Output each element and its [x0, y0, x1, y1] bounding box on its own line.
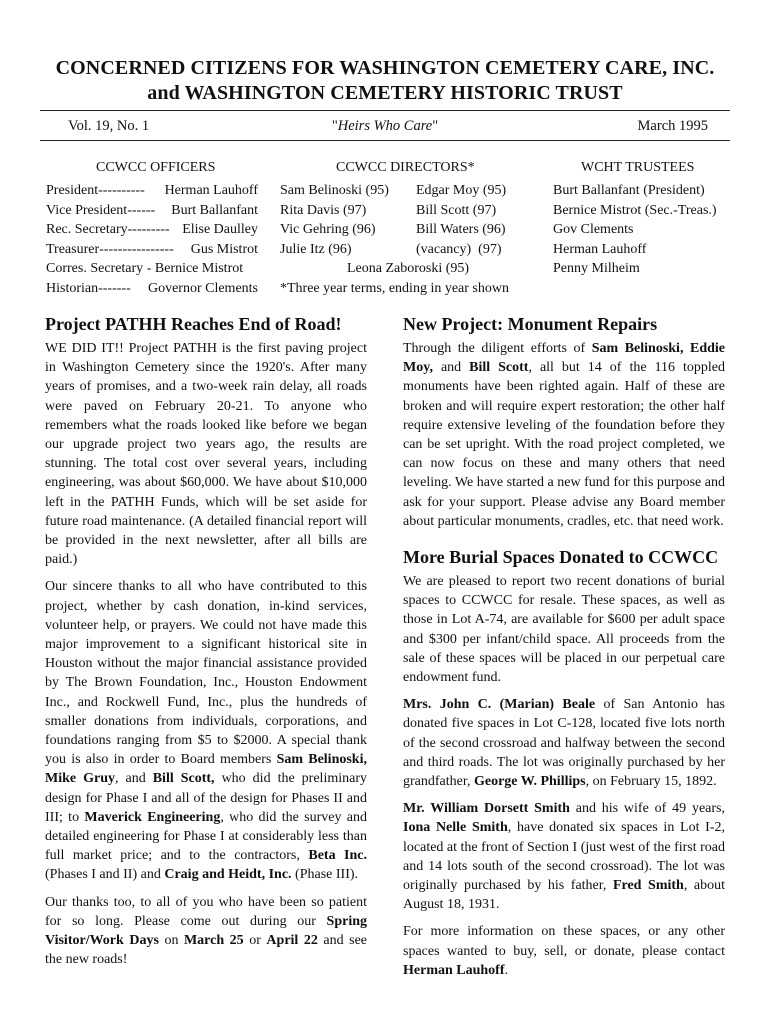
- trustee-name: Herman Lauhoff: [553, 241, 647, 257]
- director-name: Sam Belinoski (95): [280, 183, 389, 198]
- donor-name: Iona Nelle Smith: [403, 820, 508, 836]
- contact-name: Herman Lauhoff: [403, 962, 505, 978]
- event-name: Spring Visitor/Work Days: [45, 913, 367, 949]
- officer-leader: -------: [98, 280, 131, 296]
- burial-paragraph-3: [403, 799, 725, 914]
- bottom-rule: [40, 140, 730, 141]
- issue-date: March 1995: [637, 118, 708, 134]
- trustees-heading: WCHT TRUSTEES: [581, 160, 695, 175]
- officers-heading: CCWCC OFFICERS: [96, 160, 216, 175]
- pathh-article: [45, 339, 367, 970]
- board-member-name: Bill Scott,: [152, 771, 215, 787]
- text-run: (Phase III).: [291, 867, 359, 883]
- volunteer-name: Bill Scott: [469, 360, 529, 376]
- directors-right-list: [416, 181, 506, 259]
- trustee-name: Bernice Mistrot (Sec.-Treas.): [553, 202, 717, 218]
- officer-leader: ----------: [98, 183, 145, 198]
- director-name: Bill Waters (96): [416, 222, 506, 238]
- directors-heading: CCWCC DIRECTORS*: [336, 160, 475, 175]
- officer-row: [46, 240, 258, 260]
- purchaser-name: George W. Phillips: [473, 774, 586, 790]
- volunteer-names: Sam Belinoski, Eddie Moy,: [403, 341, 725, 376]
- event-date: March 25: [183, 933, 244, 949]
- pathh-paragraph-1: WE DID IT!! Project PATHH is the first paving project in Washington Cemetery since the 1920's. After many years of promises, and a two-week rain delay, all roads were paved on February 20-21. To anyone who remembers what the roads looked like before we began our upgrade project two years ago, the results are stunning. The total cost over several years, including engineering, was about $60,000. We have about $10,000 left in the PATHH Funds, which will be set aside for future road maintenance. (A detailed financial report will be provided in the next newsletter, after all bills are paid.): [45, 341, 367, 568]
- officer-role: Historian: [46, 280, 99, 296]
- text-run: , about August 18, 1931.: [403, 878, 725, 913]
- title-line-2: and WASHINGTON CEMETERY HISTORIC TRUST: [147, 82, 623, 104]
- purchaser-name: Fred Smith: [612, 878, 684, 894]
- officer-role: Vice President: [46, 202, 128, 218]
- text-run: and see the new roads!: [45, 933, 367, 968]
- motto: "Heirs Who Care": [331, 118, 439, 134]
- officer-role: Treasurer: [46, 241, 100, 257]
- officer-name: Gus Mistrot: [190, 241, 258, 257]
- contractor-name: Beta Inc.: [308, 848, 367, 864]
- trustees-list: [553, 181, 717, 279]
- donor-name: Mrs. John C. (Marian) Beale: [403, 697, 596, 713]
- monument-heading: New Project: Monument Repairs: [403, 314, 658, 334]
- officer-name: Elise Daulley: [182, 222, 258, 238]
- text-run: who did the preliminary design for Phase I and all of the design for Phases II and III; to: [45, 771, 367, 825]
- director-name: Julie Itz (96): [280, 241, 352, 257]
- text-run: Through the diligent efforts of: [403, 341, 592, 356]
- officer-row: [46, 201, 258, 221]
- pathh-heading: Project PATHH Reaches End of Road!: [45, 314, 342, 334]
- text-run: For more information on these spaces, or any other spaces wanted to buy, sell, or donate, please contact: [403, 924, 725, 959]
- officer-role: President: [46, 183, 99, 198]
- text-run: and his wife of 49 years,: [569, 801, 725, 817]
- burial-article: [403, 572, 725, 980]
- monument-article: [403, 339, 725, 531]
- volume-number: Vol. 19, No. 1: [68, 118, 150, 134]
- directors-left-list: [280, 181, 389, 259]
- officer-leader: ------: [127, 202, 156, 218]
- text-run: , and: [115, 771, 153, 787]
- event-date: April 22: [266, 933, 318, 949]
- trustee-name: Gov Clements: [553, 222, 634, 238]
- pathh-paragraph-2: [45, 577, 367, 884]
- officer-name: Burt Ballanfant: [171, 202, 258, 218]
- motto-text: Heirs Who Care: [337, 118, 433, 134]
- contractor-name: Craig and Heidt, Inc.: [164, 867, 292, 883]
- directors-footnote: *Three year terms, ending in year shown: [280, 281, 509, 296]
- burial-heading: More Burial Spaces Donated to CCWCC: [403, 547, 719, 567]
- burial-paragraph-2: [403, 695, 725, 791]
- officers-list: [46, 181, 258, 299]
- newsletter-title: [0, 56, 770, 106]
- text-run: , on February 15, 1892.: [585, 774, 717, 790]
- director-name: Leona Zaboroski (95): [347, 261, 470, 277]
- burial-paragraph-1: We are pleased to report two recent donations of burial spaces to CCWCC for resale. These spaces, as well as those in Lot A-74, are available for $600 per adult space and $300 per infant/child space. All proceeds from the sale of these spaces will be placed in our perpetual care endowment fund.: [403, 574, 725, 686]
- text-run: (Phases I and II) and: [45, 867, 165, 883]
- top-rule: [40, 110, 730, 111]
- firm-name: Maverick Engineering: [84, 809, 221, 825]
- director-name: Edgar Moy (95): [416, 183, 507, 198]
- pathh-paragraph-3: [45, 893, 367, 970]
- officer-leader: ---------: [127, 222, 170, 238]
- text-run: or: [243, 933, 267, 949]
- board-members-name: Sam Belinoski, Mike Gruy: [45, 752, 367, 787]
- text-run: and: [432, 360, 470, 376]
- officer-row: [46, 220, 258, 240]
- monument-paragraph: [403, 339, 725, 531]
- director-name: Rita Davis (97): [280, 202, 367, 218]
- officer-leader: -: [143, 261, 155, 277]
- officer-name: Governor Clements: [147, 280, 258, 296]
- officer-name: Bernice Mistrot: [154, 261, 244, 277]
- officer-leader: ----------------: [99, 241, 174, 257]
- trustee-name: Penny Milheim: [553, 261, 640, 277]
- text-run: Our thanks too, to all of you who have been so patient for so long. Please come out during our: [45, 894, 367, 929]
- officer-name: Herman Lauhoff: [164, 183, 258, 198]
- text-run: , all but 14 of the 116 toppled monuments have been righted again. Half of these are broken and will require expert restoration; the other half require extensive leveling of the foundation before they can be set upright. With the road project completed, we can now focus on these and many others that need leveling. We have started a new fund for this purpose and ask for your support. Please advise any Board member about particular monuments, cradles, etc. that need work.: [403, 360, 725, 529]
- director-name: (vacancy) (97): [416, 241, 502, 257]
- title-line-1: CONCERNED CITIZENS FOR WASHINGTON CEMETERY CARE, INC.: [55, 57, 715, 79]
- text-run: on: [158, 933, 184, 949]
- text-run: Our sincere thanks to all who have contributed to this project, whether by cash donation, in-kind services, volunteer help, or prayers. We could not have made this major improvement to a significant historical site in Houston without the major financial assistance provided by The Brown Foundation, Inc., Houston Endowment Inc., and Rockwell Fund, Inc., plus the hundreds of smaller donations from individuals, corporations, and foundations ranging from $5 to $2000. A special thank you is also in order to Board members: [45, 579, 367, 768]
- director-name: Vic Gehring (96): [280, 222, 376, 238]
- officer-row: [46, 279, 258, 299]
- trustee-name: Burt Ballanfant (President): [553, 183, 705, 198]
- director-name: Bill Scott (97): [416, 202, 497, 218]
- text-run: .: [504, 962, 508, 978]
- text-run: , who did the survey and detailed engineering for Phase I at considerably less than full market price; and to the contractors,: [45, 809, 367, 864]
- officer-role: Corres. Secretary: [46, 261, 144, 277]
- donor-name: Mr. William Dorsett Smith: [403, 801, 570, 817]
- officer-row: [46, 181, 258, 201]
- officer-row: [46, 259, 258, 279]
- burial-paragraph-4: [403, 922, 725, 980]
- officer-role: Rec. Secretary: [46, 222, 128, 238]
- text-run: of San Antonio has donated five spaces in Lot C-128, located five lots north of the second crossroad and halfway between the second and third roads. The lot was originally purchased by her grandfather,: [403, 697, 725, 790]
- text-run: , have donated six spaces in Lot I-2, located at the front of Section I (just west of the first road and 14 lots south of the second crossroad). The lot was originally purchased by his father,: [403, 820, 726, 894]
